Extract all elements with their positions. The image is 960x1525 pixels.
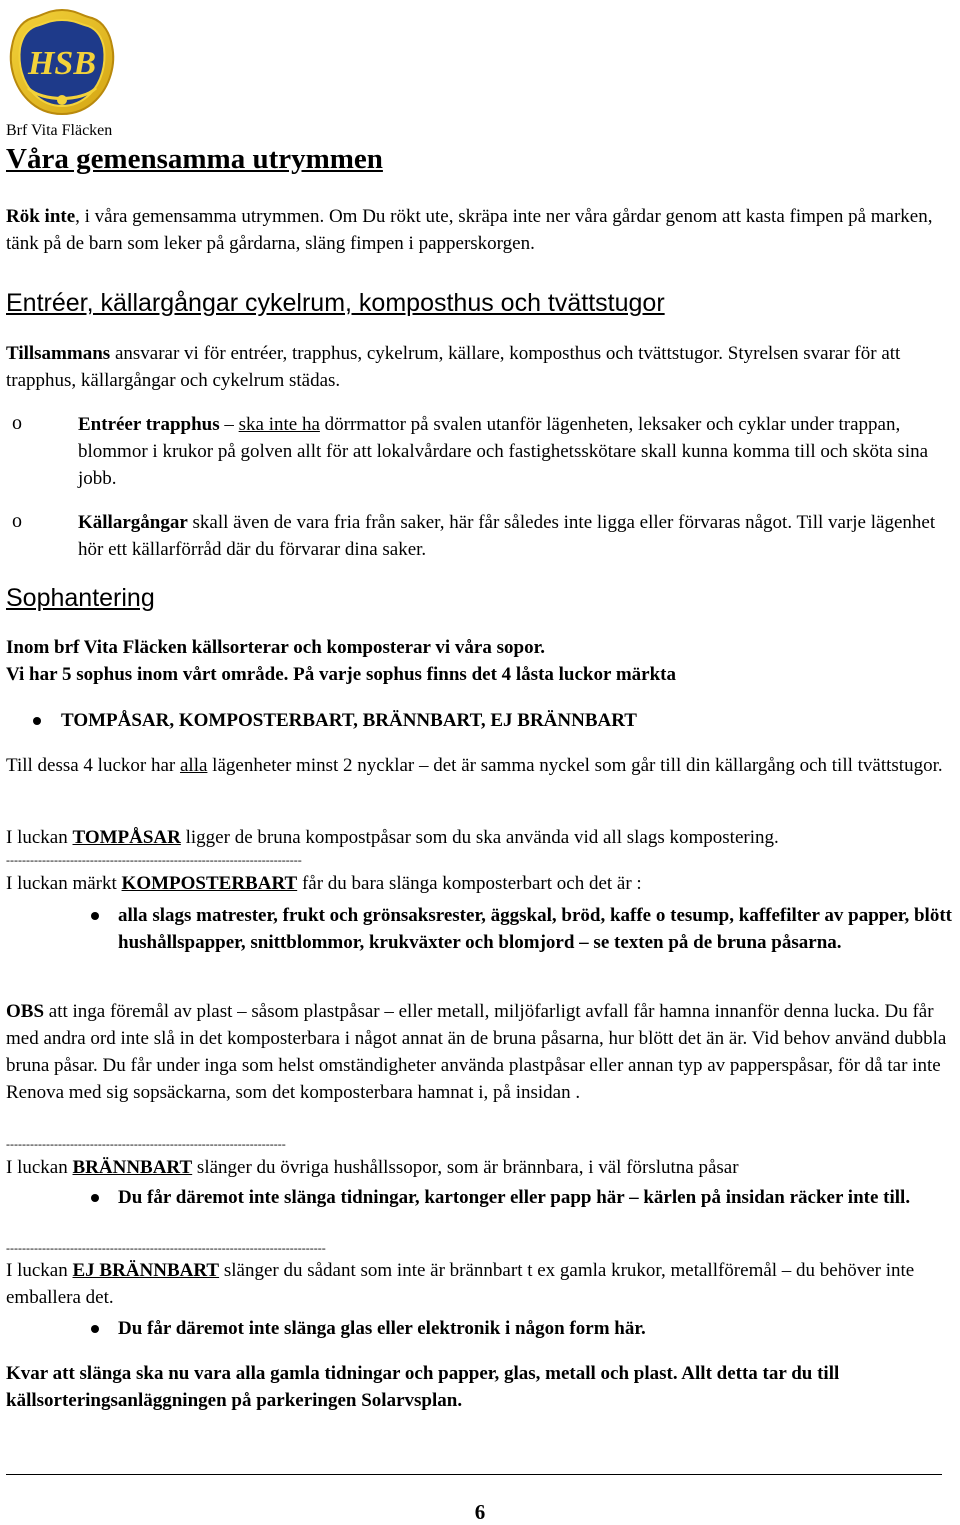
item-dash: – [219,414,239,435]
smoking-text: , i våra gemensamma utrymmen. Om Du rökt ute, skräpa inte ner våra gårdar genom att kasta fimpen på marken, tänk på de barn som leker på gårdarna, släng fimpen i papperskorgen. [6,206,933,254]
kompost-paragraph [6,870,956,897]
sophus-count: Vi har 5 sophus inom vårt område. [6,664,289,685]
kompost-text: får du bara slänga komposterbart och det är : [297,873,642,894]
brann-text: slänger du övriga hushållssopor, som är brännbara, i väl förslutna påsar [192,1157,739,1178]
brann-prefix: I luckan [6,1157,73,1178]
list-item-entreer [78,411,956,492]
ej-brann-bullet: Du får däremot inte slänga glas eller elektronik i någon form här. [118,1318,646,1339]
list-marker: o [12,412,22,434]
bullet [91,912,99,920]
tompasar-text: ligger de bruna kompostpåsar som du ska använda vid all slags kompostering. [180,827,779,848]
footer-rule [6,1474,942,1475]
brann-bullet: Du får däremot inte slänga tidningar, kartonger eller papp här – kärlen på insidan räcker inte till. [118,1187,911,1208]
obs-text: att inga föremål av plast – såsom plastpåsar – eller metall, miljöfarligt avfall får hamna innanför denna lucka. Du får med andra ord inte slå in det komposterbara i något annat än de bruna påsarna, hur blött det än är. Vid behov använd dubbla bruna påsar. Du får under inga som helst omständigheter använda plastpåsar eller annan typ av papperspåsar, för då tar inte Renova med sig sopsäckarna, som det komposterbara hamnat i, på insidan . [6,1001,947,1103]
keys-text-b: lägenheter minst 2 nycklar – det är samma nyckel som går till din källargång och till tvättstugor. [207,755,943,776]
separator-dashes: ---------------------------------------------------------------------- [6,1138,286,1150]
obs-paragraph [6,998,956,1106]
obs-lead: OBS [6,1001,45,1022]
tompasar-prefix: I luckan [6,827,73,848]
responsibility-lead: Tillsammans [6,343,111,364]
bullet [33,717,41,725]
hatch-labels: TOMPÅSAR, KOMPOSTERBART, BRÄNNBART, EJ BRÄNNBART [61,710,637,731]
sorting-intro: Inom brf Vita Fläcken källsorterar och komposterar vi våra sopor. [6,637,546,658]
kompost-label: KOMPOSTERBART [121,873,298,894]
item-text: skall även de vara fria från saker, här får således inte ligga eller förvaras något. Till varje lägenhet hör ett källarförråd där du förvarar dina saker. [78,512,936,560]
list-marker: o [12,510,22,532]
tompasar-label: TOMPÅSAR [72,827,181,848]
responsibility-text: ansvarar vi för entréer, trapphus, cykelrum, källare, komposthus och tvättstugor. Styrelsen svarar för att trapphus, källargångar och cykelrum städas. [6,343,901,391]
separator-dashes: -------------------------------------------------------------------------- [6,854,302,866]
ej-brann-prefix: I luckan [6,1260,73,1281]
brann-paragraph [6,1154,956,1181]
sophus-hatches: På varje sophus finns det 4 låsta luckor märkta [288,664,676,685]
tompasar-paragraph [6,824,956,851]
smoking-lead: Rök inte [6,206,76,227]
ej-brann-text: slänger du sådant som inte är brännbart t ex gamla krukor, metallföremål – du behöver inte emballera det. [6,1260,915,1308]
brann-label: BRÄNNBART [72,1157,193,1178]
smoking-paragraph [6,203,956,257]
section-heading-sophantering: Sophantering [6,584,155,612]
kompost-prefix: I luckan märkt [6,873,122,894]
page-number: 6 [474,1500,486,1524]
item-emphasis: ska inte ha [238,414,320,435]
hsb-logo [6,6,118,118]
page-title: Våra gemensamma utrymmen [6,143,383,175]
kompost-bullet: alla slags matrester, frukt och grönsaksrester, äggskal, bröd, kaffe o tesump, kaffefilter av papper, blött hushållspapper, snittblommor, krukväxter och blomjord – se texten på de bruna påsarna. [118,905,952,953]
section-heading-entreer: Entréer, källargångar cykelrum, komposthus och tvättstugor [6,289,665,317]
keys-text-a: Till dessa 4 luckor har [6,755,180,776]
keys-emphasis: alla [179,755,208,776]
ej-brann-label: EJ BRÄNNBART [72,1260,220,1281]
logo-text: HSB [27,45,97,82]
item-lead: Entréer trapphus [78,414,220,435]
org-name: Brf Vita Fläcken [6,122,113,139]
keys-paragraph [6,752,956,779]
ej-brann-paragraph [6,1257,956,1311]
responsibility-paragraph [6,340,956,394]
bullet [91,1194,99,1202]
separator-dashes: -------------------------------------------------------------------------------- [6,1242,326,1254]
item-text: dörrmattor på svalen utanför lägenheten, leksaker och cyklar under trappan, blommor i krukor på golven allt för att lokalvårdare och fastighetsskötare skall kunna komma till och sköta sina jobb. [78,414,929,489]
closing-paragraph: Kvar att slänga ska nu vara alla gamla tidningar och papper, glas, metall och plast. Allt detta tar du till källsorteringsanläggningen på parkeringen Solarvsplan. [6,1363,840,1411]
list-item-kallargangar [78,509,956,563]
bullet [91,1325,99,1333]
sophus-line [6,661,956,688]
item-lead: Källargångar [78,512,188,533]
